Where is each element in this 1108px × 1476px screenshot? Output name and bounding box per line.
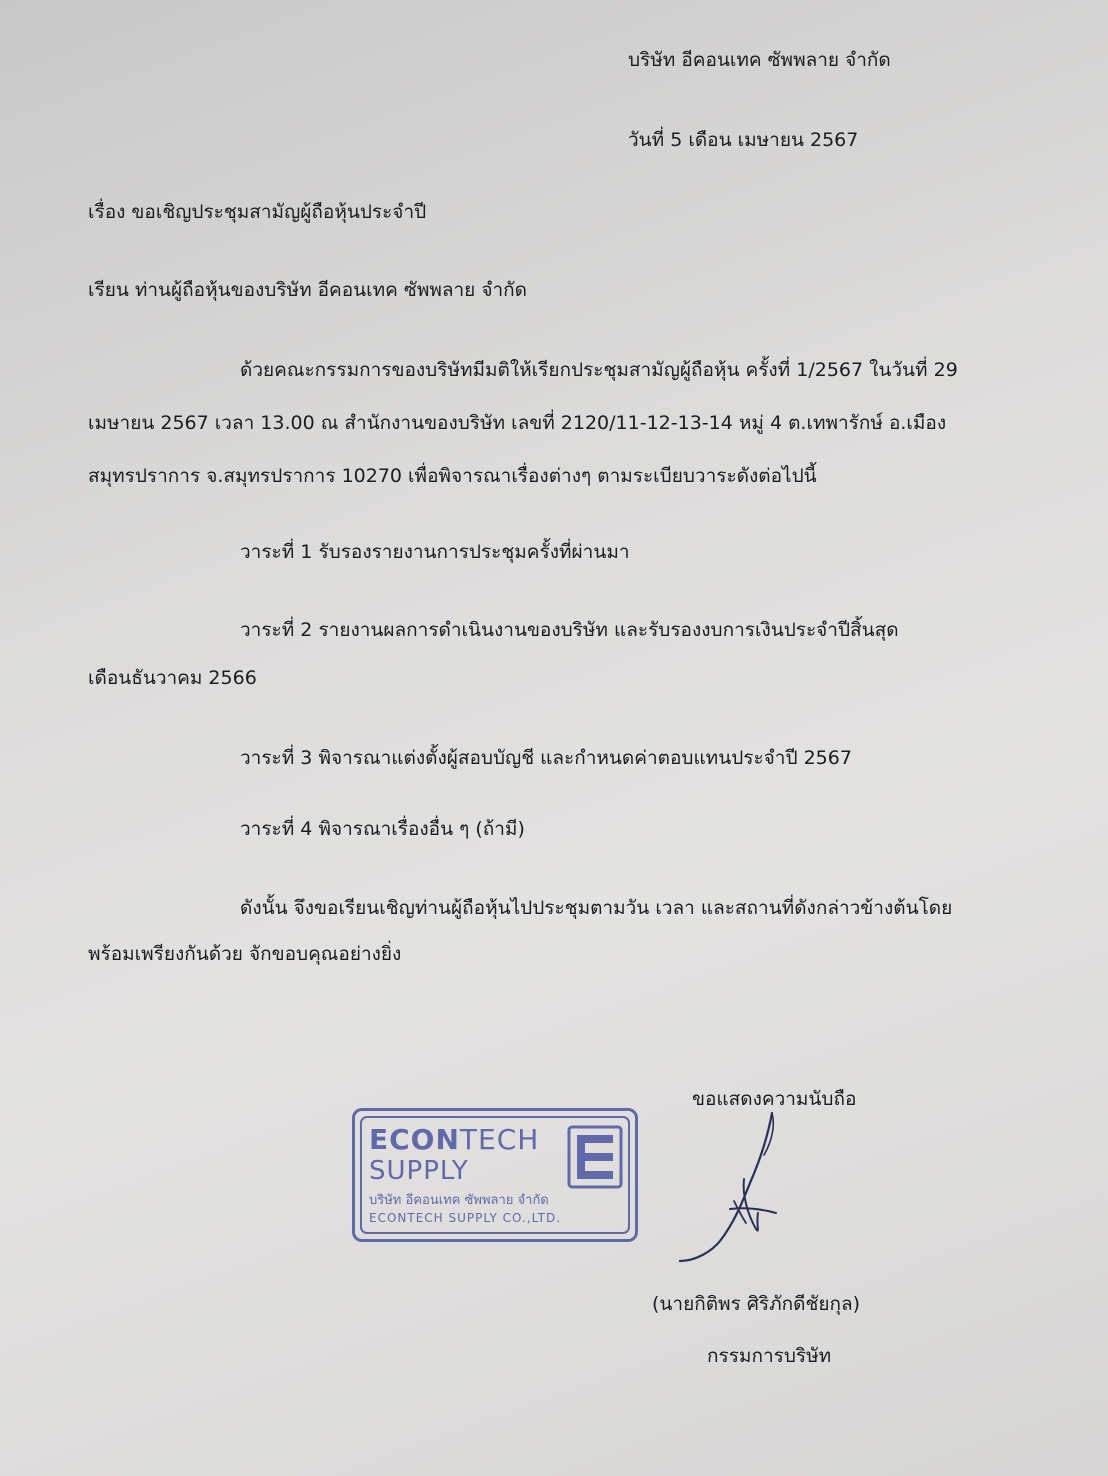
agenda-item-4: วาระที่ 4 พิจารณาเรื่องอื่น ๆ (ถ้ามี) bbox=[240, 818, 525, 840]
conclusion-line-2: พร้อมเพรียงกันด้วย จักขอบคุณอย่างยิ่ง bbox=[88, 943, 402, 965]
letter-subject: เรื่อง ขอเชิญประชุมสามัญผู้ถือหุ้นประจำปี bbox=[88, 201, 427, 223]
closing-phrase: ขอแสดงความนับถือ bbox=[692, 1088, 857, 1110]
company-header: บริษัท อีคอนเทค ซัพพลาย จำกัด bbox=[628, 49, 891, 71]
agenda-item-3: วาระที่ 3 พิจารณาแต่งตั้งผู้สอบบัญชี และกำหนดค่าตอบแทนประจำปี 2567 bbox=[240, 747, 852, 769]
agenda-item-2: วาระที่ 2 รายงานผลการดำเนินงานของบริษัท และรับรองงบการเงินประจำปีสิ้นสุด bbox=[240, 619, 899, 641]
letter-salutation: เรียน ท่านผู้ถือหุ้นของบริษัท อีคอนเทค ซัพพลาย จำกัด bbox=[88, 279, 527, 301]
handwritten-signature bbox=[672, 1105, 792, 1265]
econtech-logo-icon bbox=[567, 1125, 623, 1189]
conclusion-line-1: ดังนั้น จึงขอเรียนเชิญท่านผู้ถือหุ้นไปประชุมตามวัน เวลา และสถานที่ดังกล่าวข้างต้นโดย bbox=[240, 897, 953, 919]
stamp-english-name: ECONTECH SUPPLY CO.,LTD. bbox=[369, 1211, 562, 1225]
intro-line-3: สมุทรปราการ จ.สมุทรปราการ 10270 เพื่อพิจารณาเรื่องต่างๆ ตามระเบียบวาระดังต่อไปนี้ bbox=[88, 465, 817, 487]
stamp-supply: SUPPLY bbox=[369, 1156, 469, 1186]
signer-name: (นายกิติพร ศิริภักดีชัยกุล) bbox=[652, 1293, 861, 1315]
stamp-brand-light: TECH bbox=[459, 1123, 540, 1156]
intro-line-1: ด้วยคณะกรรมการของบริษัทมีมติให้เรียกประชุมสามัญผู้ถือหุ้น ครั้งที่ 1/2567 ในวันที่ 29 bbox=[240, 359, 958, 381]
signer-title: กรรมการบริษัท bbox=[707, 1345, 832, 1367]
stamp-brand-bold: ECON bbox=[369, 1123, 460, 1156]
letter-date: วันที่ 5 เดือน เมษายน 2567 bbox=[628, 129, 859, 151]
agenda-item-2-continued: เดือนธันวาคม 2566 bbox=[88, 667, 257, 689]
company-stamp bbox=[352, 1108, 638, 1242]
stamp-brand bbox=[369, 1125, 539, 1155]
intro-line-2: เมษายน 2567 เวลา 13.00 ณ สำนักงานของบริษัท เลขที่ 2120/11-12-13-14 หมู่ 4 ต.เทพารักษ์ อ.เมือง bbox=[88, 412, 947, 434]
agenda-item-1: วาระที่ 1 รับรองรายงานการประชุมครั้งที่ผ่านมา bbox=[240, 541, 630, 563]
stamp-thai-name: บริษัท อีคอนเทค ซัพพลาย จำกัด bbox=[369, 1193, 549, 1208]
